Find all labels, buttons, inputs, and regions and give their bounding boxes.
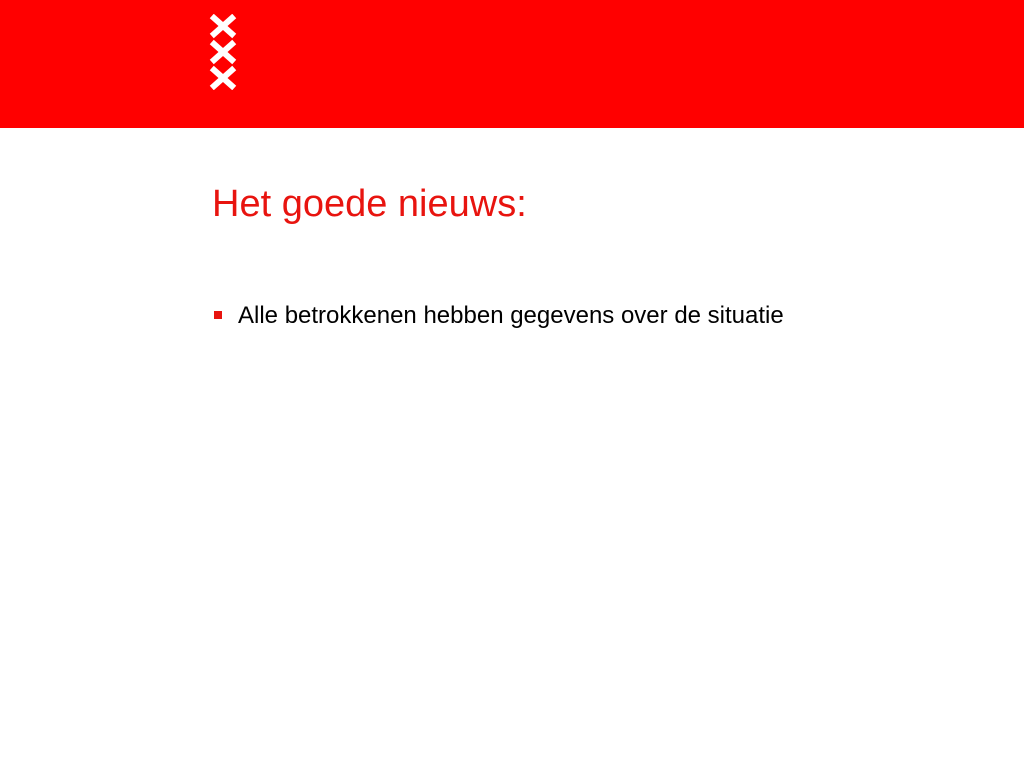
header-band xyxy=(0,0,1024,128)
amsterdam-crosses-logo-icon xyxy=(208,14,238,90)
list-item xyxy=(214,300,784,332)
bullet-text: Alle betrokkenen hebben gegevens over de situatie xyxy=(238,302,784,329)
bullet-list xyxy=(214,300,784,332)
square-bullet-icon xyxy=(214,311,222,319)
slide-title: Het goede nieuws: xyxy=(212,183,527,225)
